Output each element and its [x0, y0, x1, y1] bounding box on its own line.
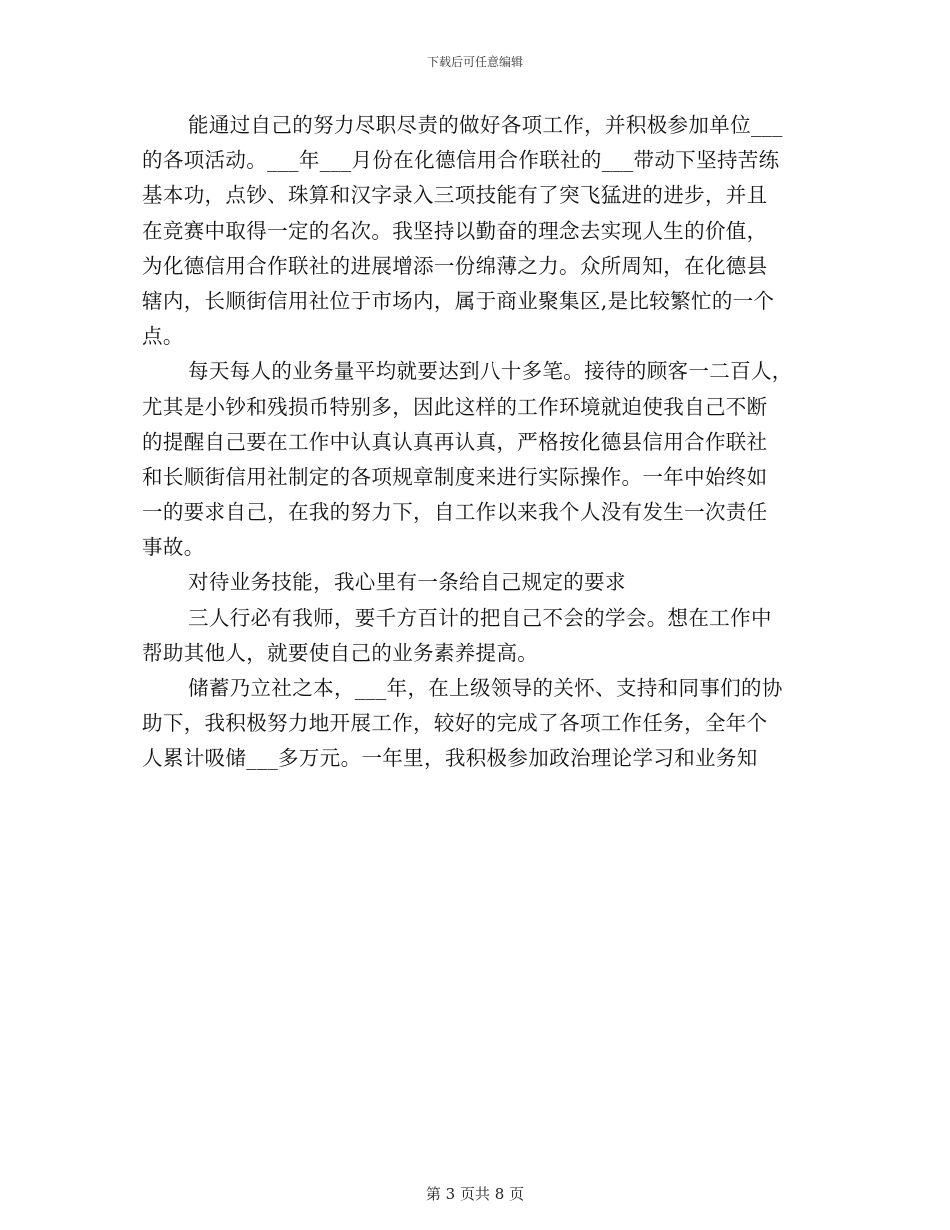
text-line: 为化德信用合作联社的进展增添一份绵薄之力。众所周知，在化德县: [142, 253, 768, 278]
text-line: 能通过自己的努力尽职尽责的做好各项工作，并积极参加单位___: [188, 113, 783, 137]
text-line: 对待业务技能，我心里有一条给自己规定的要求: [188, 570, 626, 595]
text-line: 的提醒自己要在工作中认真认真再认真，严格按化德县信用合作联社: [142, 429, 768, 454]
text-line: 的各项活动。___年___月份在化德信用合作联社的___带动下坚持苦练: [142, 148, 780, 173]
text-line: 每天每人的业务量平均就要达到八十多笔。接待的顾客一二百人，: [188, 359, 793, 384]
text-line: 在竞赛中取得一定的名次。我坚持以勤奋的理念去实现人生的价值，: [142, 218, 768, 243]
text-line: 辖内，长顺街信用社位于市场内，属于商业聚集区,是比较繁忙的一个: [142, 288, 775, 313]
text-line: 人累计吸储___多万元。一年里，我积极参加政治理论学习和业务知: [142, 746, 758, 771]
page-header: 下载后可任意编辑: [426, 55, 523, 69]
text-line: 三人行必有我师，要千方百计的把自己不会的学会。想在工作中: [188, 605, 772, 630]
text-line: 事故。: [142, 535, 205, 560]
page-footer: 第 3 页共 8 页: [425, 1185, 525, 1203]
text-line: 基本功，点钞、珠算和汉字录入三项技能有了突飞猛进的进步，并且: [142, 183, 768, 208]
text-line: 帮助其他人，就要使自己的业务素养提高。: [142, 640, 539, 665]
text-line: 尤其是小钞和残损币特别多，因此这样的工作环境就迫使我自己不断: [142, 394, 768, 419]
text-line: 点。: [142, 324, 184, 349]
text-line: 和长顺街信用社制定的各项规章制度来进行实际操作。一年中始终如: [142, 464, 768, 489]
document-body: [142, 108, 810, 777]
text-line: 储蓄乃立社之本，___年，在上级领导的关怀、支持和同事们的协: [188, 676, 783, 700]
text-line: 一的要求自己，在我的努力下，自工作以来我个人没有发生一次责任: [142, 500, 768, 525]
text-line: 助下，我积极努力地开展工作，较好的完成了各项工作任务，全年个: [142, 711, 768, 736]
